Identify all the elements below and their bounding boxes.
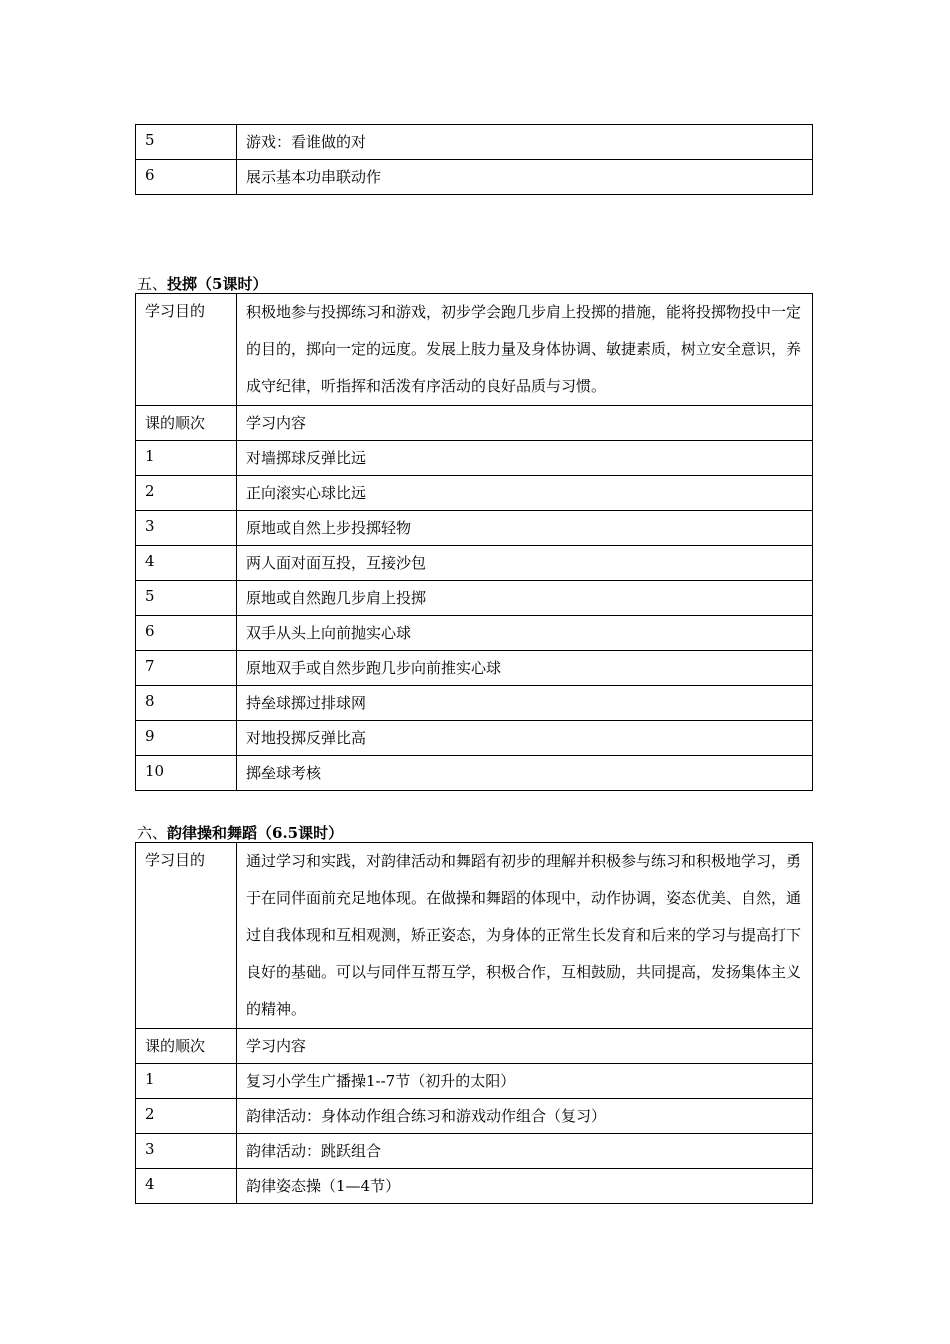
lesson-content: 持垒球掷过排球网 [237,686,813,721]
column-header-content: 学习内容 [237,1029,813,1064]
lesson-content: 原地或自然上步投掷轻物 [237,511,813,546]
lesson-content: 双手从头上向前抛实心球 [237,616,813,651]
table-row [136,1169,813,1204]
table-row [136,581,813,616]
lesson-number: 4 [136,546,237,581]
table-row [136,441,813,476]
lesson-content: 原地或自然跑几步肩上投掷 [237,581,813,616]
lesson-content: 对墙掷球反弹比远 [237,441,813,476]
lesson-number: 2 [136,1099,237,1134]
column-header-content: 学习内容 [237,406,813,441]
lesson-number: 10 [136,756,237,791]
lesson-number: 6 [136,616,237,651]
section-title: 投掷（5课时） [167,275,268,293]
section-title: 韵律操和舞蹈（6.5课时） [167,824,344,842]
table-row [136,1064,813,1099]
column-header-order: 课的顺次 [136,406,237,441]
goal-text: 通过学习和实践，对韵律活动和舞蹈有初步的理解并积极参与练习和积极地学习，勇于在同伴面前充足地体现。在做操和舞蹈的体现中，动作协调，姿态优美、自然，通过自我体现和互相观测，矫正姿态，为身体的正常生长发育和后来的学习与提高打下良好的基础。可以与同伴互帮互学，积极合作，互相鼓励，共同提高，发扬集体主义的精神。 [237,843,813,1029]
lesson-content: 韵律活动：身体动作组合练习和游戏动作组合（复习） [237,1099,813,1134]
lesson-number: 3 [136,511,237,546]
section-heading [137,273,267,294]
section-number: 五、 [137,275,168,293]
lesson-number: 5 [136,125,237,160]
lesson-number: 6 [136,160,237,195]
lesson-number: 4 [136,1169,237,1204]
header-row [136,406,813,441]
table-row [136,686,813,721]
table-row [136,1134,813,1169]
table-row [136,1099,813,1134]
table-row [136,476,813,511]
table-row [136,511,813,546]
table-row [136,616,813,651]
table-row [136,721,813,756]
lesson-number: 9 [136,721,237,756]
lesson-content: 掷垒球考核 [237,756,813,791]
throwing-table [135,293,813,791]
lesson-content: 展示基本功串联动作 [237,160,813,195]
goal-row [136,294,813,406]
lesson-number: 3 [136,1134,237,1169]
goal-row [136,843,813,1029]
table-row [136,756,813,791]
lesson-content: 正向滚实心球比远 [237,476,813,511]
goal-label: 学习目的 [136,843,237,1029]
goal-label: 学习目的 [136,294,237,406]
lesson-content: 韵律活动：跳跃组合 [237,1134,813,1169]
table-row [136,546,813,581]
goal-text: 积极地参与投掷练习和游戏，初步学会跑几步肩上投掷的措施，能将投掷物投中一定的目的，掷向一定的远度。发展上肢力量及身体协调、敏捷素质，树立安全意识，养成守纪律，听指挥和活泼有序活动的良好品质与习惯。 [237,294,813,406]
lesson-content: 两人面对面互投，互接沙包 [237,546,813,581]
lesson-content: 复习小学生广播操1--7节（初升的太阳） [237,1064,813,1099]
lesson-content: 韵律姿态操（1—4节） [237,1169,813,1204]
lesson-content: 游戏：看谁做的对 [237,125,813,160]
lesson-number: 1 [136,1064,237,1099]
continuation-table [135,124,813,195]
lesson-number: 2 [136,476,237,511]
lesson-number: 7 [136,651,237,686]
lesson-number: 5 [136,581,237,616]
lesson-number: 1 [136,441,237,476]
lesson-number: 8 [136,686,237,721]
table-row [136,160,813,195]
table-row [136,651,813,686]
rhythm-dance-table [135,842,813,1204]
table-row [136,125,813,160]
lesson-content: 对地投掷反弹比高 [237,721,813,756]
lesson-content: 原地双手或自然步跑几步向前推实心球 [237,651,813,686]
section-heading [137,822,343,843]
header-row [136,1029,813,1064]
section-number: 六、 [137,824,168,842]
column-header-order: 课的顺次 [136,1029,237,1064]
